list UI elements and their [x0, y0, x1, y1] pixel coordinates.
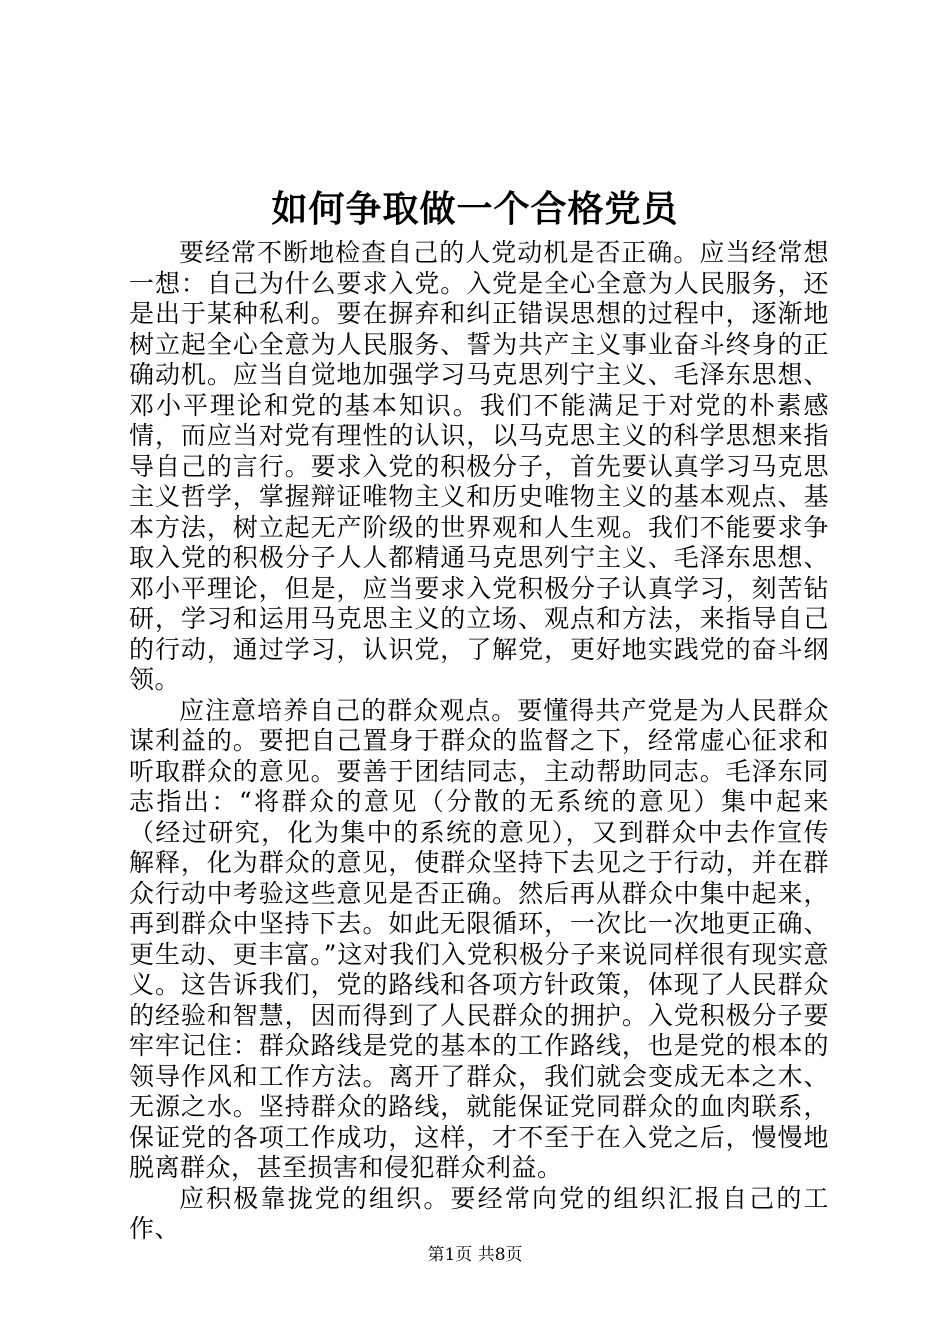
page-footer: 第1页 共8页: [427, 1245, 523, 1265]
paragraph-3: 应积极靠拢党的组织。要经常向党的组织汇报自己的工作、: [129, 1183, 829, 1243]
document-title: 如何争取做一个合格党员: [271, 188, 679, 230]
document-body: [129, 238, 829, 1245]
paragraph-2: 应注意培养自己的群众观点。要懂得共产党是为人民群众谋利益的。要把自己置身于群众的监督之下，经常虚心征求和听取群众的意见。要善于团结同志，主动帮助同志。毛泽东同志指出：“将群众的意见（分散的无系统的意见）集中起来（经过研究，化为集中的系统的意见），又到群众中去作宣传解释，化为群众的意见，使群众坚持下去见之于行动，并在群众行动中考验这些意见是否正确。然后再从群众中集中起来，再到群众中坚持下去。如此无限循环，一次比一次地更正确、更生动、更丰富。”这对我们入党积极分子来说同样很有现实意义。这告诉我们，党的路线和各项方针政策，体现了人民群众的经验和智慧，因而得到了人民群众的拥护。入党积极分子要牢牢记住：群众路线是党的基本的工作路线，也是党的根本的领导作风和工作方法。离开了群众，我们就会变成无本之木、无源之水。坚持群众的路线，就能保证党同群众的血肉联系，保证党的各项工作成功，这样，才不至于在入党之后，慢慢地脱离群众，甚至损害和侵犯群众利益。: [129, 695, 829, 1182]
paragraph-1: 要经常不断地检查自己的人党动机是否正确。应当经常想一想：自己为什么要求入党。入党是全心全意为人民服务，还是出于某种私利。要在摒弃和纠正错误思想的过程中，逐渐地树立起全心全意为人民服务、誓为共产主义事业奋斗终身的正确动机。应当自觉地加强学习马克思列宁主义、毛泽东思想、邓小平理论和党的基本知识。我们不能满足于对党的朴素感情，而应当对党有理性的认识，以马克思主义的科学思想来指导自己的言行。要求入党的积极分子，首先要认真学习马克思主义哲学，掌握辩证唯物主义和历史唯物主义的基本观点、基本方法，树立起无产阶级的世界观和人生观。我们不能要求争取入党的积极分子人人都精通马克思列宁主义、毛泽东思想、邓小平理论，但是，应当要求入党积极分子认真学习，刻苦钻研，学习和运用马克思主义的立场、观点和方法，来指导自己的行动，通过学习，认识党，了解党，更好地实践党的奋斗纲领。: [129, 238, 829, 694]
